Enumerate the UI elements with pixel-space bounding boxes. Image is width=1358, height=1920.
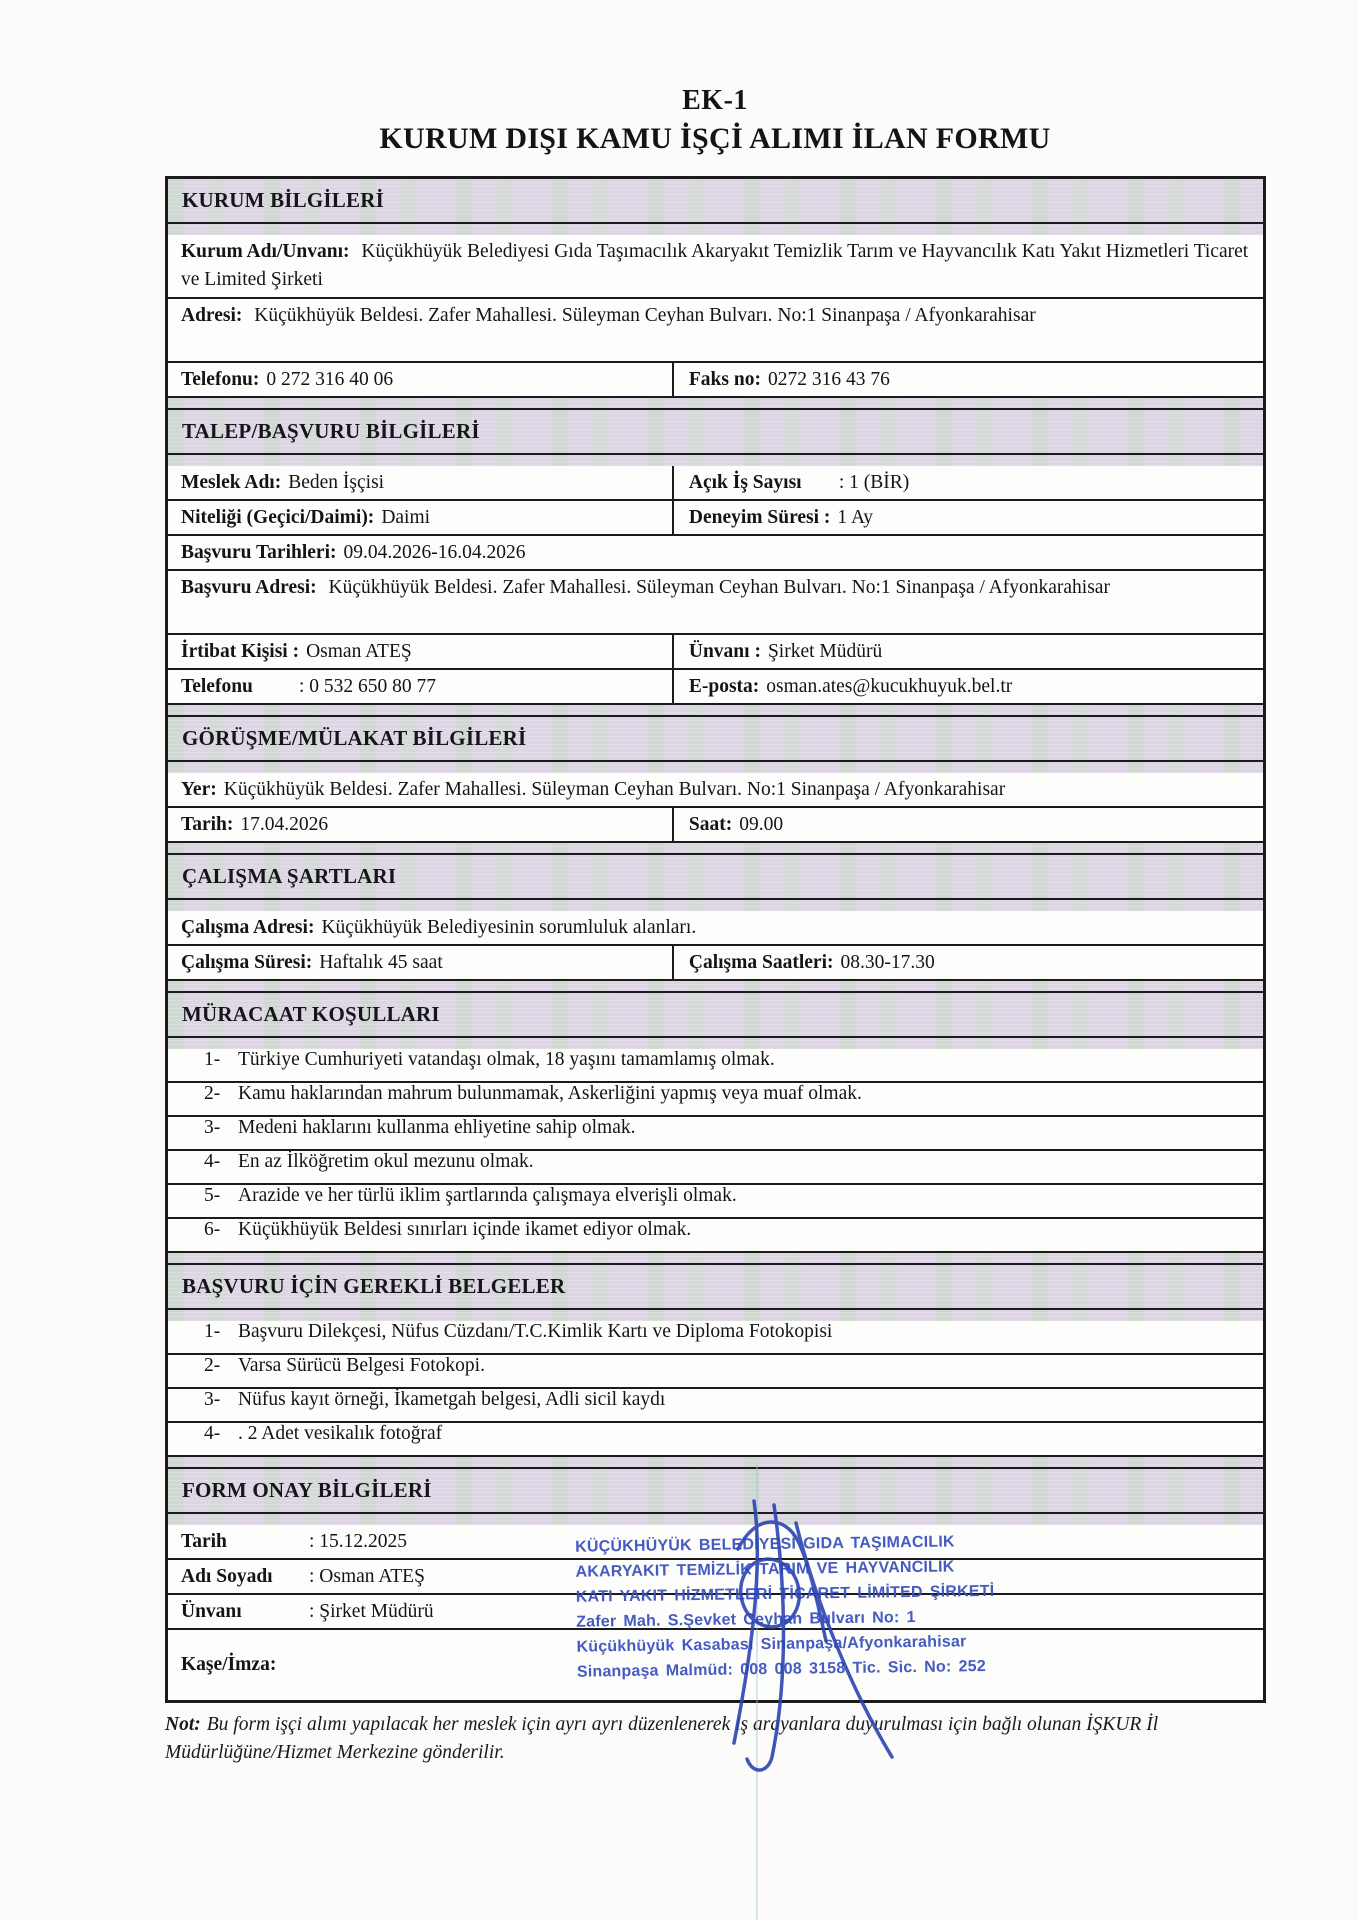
calisma-saatleri-label: Çalışma Saatleri: bbox=[688, 951, 834, 973]
row-telefon-eposta bbox=[168, 670, 1263, 705]
telefon-label: Telefonu: bbox=[181, 368, 260, 390]
row-onay-tarih bbox=[168, 1525, 1263, 1560]
form-title-block bbox=[160, 0, 1270, 160]
row-basvuru-adresi bbox=[168, 571, 1263, 635]
item-text: Türkiye Cumhuriyeti vatandaşı olmak, 18 yaşını tamamlamış olmak. bbox=[238, 1049, 775, 1070]
footer-note bbox=[165, 1711, 1260, 1767]
onay-unvan-value: : Şirket Müdürü bbox=[309, 1600, 434, 1622]
row-irtibat-unvan bbox=[168, 635, 1263, 670]
faks-value: 0272 316 43 76 bbox=[767, 368, 890, 390]
calisma-suresi-value: Haftalık 45 saat bbox=[319, 951, 443, 973]
item-text: Kamu haklarından mahrum bulunmamak, Askerliğini yapmış veya muaf olmak. bbox=[238, 1083, 862, 1104]
basvuru-tarihleri-label: Başvuru Tarihleri: bbox=[181, 541, 337, 563]
kase-imza-label: Kaşe/İmza: bbox=[181, 1654, 277, 1675]
adres-value: Küçükhüyük Beldesi. Zafer Mahallesi. Süleyman Ceyhan Bulvarı. No:1 Sinanpaşa / Afyonkarahisar bbox=[254, 305, 1036, 326]
stamp-line: Küçükhüyük Kasabası Sinanpaşa/Afyonkarahisar bbox=[576, 1633, 967, 1656]
section-header-muracaat-kosullari bbox=[168, 981, 1263, 1049]
unvan-value: Şirket Müdürü bbox=[767, 640, 883, 662]
row-kurum-adi bbox=[168, 235, 1263, 299]
section-header-talep-basvuru bbox=[168, 398, 1263, 466]
belge-item-2 bbox=[168, 1355, 1263, 1389]
item-text: Arazide ve her türlü iklim şartlarında çalışmaya elverişli olmak. bbox=[238, 1185, 737, 1206]
note-text: Bu form işçi alımı yapılacak her meslek için ayrı ayrı düzenlenerek iş arayanlara duyurulması için bağlı olunan İŞKUR İl Müdürlüğüne/Hizmet Merkezine gönderilir. bbox=[165, 1714, 1159, 1763]
row-meslek-acikis bbox=[168, 466, 1263, 501]
onay-tarih-value: : 15.12.2025 bbox=[309, 1530, 408, 1552]
acik-is-value: : 1 (BİR) bbox=[838, 471, 910, 493]
scanner-artifact-line bbox=[756, 1463, 758, 1920]
item-text: Nüfus kayıt örneği, İkametgah belgesi, Adli sicil kaydı bbox=[238, 1389, 666, 1410]
onay-unvan-label: Ünvanı bbox=[181, 1600, 242, 1622]
section-title: TALEP/BAŞVURU BİLGİLERİ bbox=[182, 419, 480, 443]
muracaat-item-1 bbox=[168, 1049, 1263, 1083]
calisma-saatleri-value: 08.30-17.30 bbox=[840, 951, 935, 973]
item-number: 3- bbox=[204, 1117, 221, 1138]
muracaat-item-4 bbox=[168, 1151, 1263, 1185]
section-title: GÖRÜŞME/MÜLAKAT BİLGİLERİ bbox=[182, 726, 527, 750]
form-table bbox=[165, 176, 1266, 1703]
item-number: 2- bbox=[204, 1083, 221, 1104]
kurum-adi-label: Kurum Adı/Unvanı: bbox=[181, 241, 350, 262]
row-yer bbox=[168, 773, 1263, 808]
row-calisma-suresi-saatleri bbox=[168, 946, 1263, 981]
kurum-adi-value: Küçükhüyük Belediyesi Gıda Taşımacılık Akaryakıt Temizlik Tarım ve Hayvancılık Katı Yakıt Hizmetleri Ticaret ve Limited Şirketi bbox=[181, 241, 1249, 290]
row-basvuru-tarihleri bbox=[168, 536, 1263, 571]
yer-label: Yer: bbox=[181, 778, 217, 800]
section-header-calisma-sartlari bbox=[168, 843, 1263, 911]
telefon2-label: Telefonu bbox=[181, 675, 253, 697]
item-number: 2- bbox=[204, 1355, 221, 1376]
acik-is-label: Açık İş Sayısı bbox=[688, 471, 802, 493]
deneyim-label: Deneyim Süresi : bbox=[688, 506, 831, 528]
item-text: Küçükhüyük Beldesi sınırları içinde ikamet ediyor olmak. bbox=[238, 1219, 692, 1240]
section-header-gorusme-mulakat bbox=[168, 705, 1263, 773]
form-ek-label: EK-1 bbox=[682, 85, 748, 116]
item-number: 6- bbox=[204, 1219, 221, 1240]
row-tarih-saat bbox=[168, 808, 1263, 843]
basvuru-adresi-value: Küçükhüyük Beldesi. Zafer Mahallesi. Süleyman Ceyhan Bulvarı. No:1 Sinanpaşa / Afyonkarahisar bbox=[328, 577, 1110, 598]
onay-tarih-label: Tarih bbox=[181, 1530, 227, 1552]
row-calisma-adresi bbox=[168, 911, 1263, 946]
onay-adsoyad-value: : Osman ATEŞ bbox=[309, 1565, 425, 1587]
row-telefon-faks bbox=[168, 363, 1263, 398]
belge-item-4 bbox=[168, 1423, 1263, 1457]
saat-label: Saat: bbox=[688, 813, 733, 835]
muracaat-item-6 bbox=[168, 1219, 1263, 1253]
section-header-kurum-bilgileri bbox=[168, 179, 1263, 235]
stamp-line: KATI YAKIT HİZMETLERİ TİCARET LİMİTED ŞİRKETİ bbox=[575, 1582, 995, 1606]
calisma-adresi-label: Çalışma Adresi: bbox=[181, 916, 315, 938]
item-text: Medeni haklarını kullanma ehliyetine sahip olmak. bbox=[238, 1117, 636, 1138]
telefon-value: 0 272 316 40 06 bbox=[266, 368, 394, 390]
muracaat-item-2 bbox=[168, 1083, 1263, 1117]
muracaat-item-3 bbox=[168, 1117, 1263, 1151]
row-adres bbox=[168, 299, 1263, 363]
nitelik-label: Niteliği (Geçici/Daimi): bbox=[181, 506, 375, 528]
yer-value: Küçükhüyük Beldesi. Zafer Mahallesi. Süleyman Ceyhan Bulvarı. No:1 Sinanpaşa / Afyonkarahisar bbox=[223, 778, 1006, 800]
item-text: Varsa Sürücü Belgesi Fotokopi. bbox=[238, 1355, 485, 1376]
stamp-line: Sinanpaşa Malmüd: 008 008 3158 Tic. Sic. No: 252 bbox=[576, 1657, 987, 1681]
row-onay-adsoyad bbox=[168, 1560, 1263, 1595]
onay-adsoyad-label: Adı Soyadı bbox=[181, 1565, 273, 1587]
row-nitelik-deneyim bbox=[168, 501, 1263, 536]
item-number: 3- bbox=[204, 1389, 221, 1410]
row-kase-imza bbox=[168, 1630, 1263, 1700]
calisma-adresi-value: Küçükhüyük Belediyesinin sorumluluk alanları. bbox=[321, 916, 697, 938]
unvan-label: Ünvanı : bbox=[688, 640, 761, 662]
tarih-label: Tarih: bbox=[181, 813, 234, 835]
page-title: KURUM DIŞI KAMU İŞÇİ ALIMI İLAN FORMU bbox=[379, 122, 1051, 155]
section-title: FORM ONAY BİLGİLERİ bbox=[182, 1478, 432, 1502]
item-number: 1- bbox=[204, 1321, 221, 1342]
item-text: Başvuru Dilekçesi, Nüfus Cüzdanı/T.C.Kimlik Kartı ve Diploma Fotokopisi bbox=[238, 1321, 833, 1342]
stamp-line: KÜÇÜKHÜYÜK BELEDİYESİ GIDA TAŞIMACILIK bbox=[575, 1533, 955, 1556]
basvuru-tarihleri-value: 09.04.2026-16.04.2026 bbox=[343, 541, 526, 563]
item-text: . 2 Adet vesikalık fotoğraf bbox=[238, 1423, 443, 1444]
item-number: 1- bbox=[204, 1049, 221, 1070]
deneyim-value: 1 Ay bbox=[837, 506, 874, 528]
item-text: En az İlköğretim okul mezunu olmak. bbox=[238, 1151, 534, 1172]
item-number: 4- bbox=[204, 1151, 221, 1172]
eposta-label: E-posta: bbox=[688, 675, 760, 697]
meslek-label: Meslek Adı: bbox=[181, 471, 282, 493]
muracaat-item-5 bbox=[168, 1185, 1263, 1219]
section-header-gerekli-belgeler bbox=[168, 1253, 1263, 1321]
telefon2-value: : 0 532 650 80 77 bbox=[299, 675, 437, 697]
section-header-form-onay bbox=[168, 1457, 1263, 1525]
belge-item-1 bbox=[168, 1321, 1263, 1355]
stamp-line: AKARYAKIT TEMİZLİK TARIM VE HAYVANCILIK bbox=[575, 1558, 955, 1581]
note-label: Not: bbox=[165, 1714, 201, 1735]
saat-value: 09.00 bbox=[739, 813, 784, 835]
row-onay-unvan bbox=[168, 1595, 1263, 1630]
nitelik-value: Daimi bbox=[381, 506, 431, 528]
section-title: BAŞVURU İÇİN GEREKLİ BELGELER bbox=[182, 1274, 566, 1298]
item-number: 5- bbox=[204, 1185, 221, 1206]
tarih-value: 17.04.2026 bbox=[240, 813, 329, 835]
item-number: 4- bbox=[204, 1423, 221, 1444]
irtibat-label: İrtibat Kişisi : bbox=[181, 640, 300, 662]
meslek-value: Beden İşçisi bbox=[288, 471, 385, 493]
calisma-suresi-label: Çalışma Süresi: bbox=[181, 951, 313, 973]
adres-label: Adresi: bbox=[181, 305, 243, 326]
irtibat-value: Osman ATEŞ bbox=[306, 640, 412, 662]
section-title: MÜRACAAT KOŞULLARI bbox=[182, 1002, 440, 1026]
section-title: ÇALIŞMA ŞARTLARI bbox=[182, 864, 397, 888]
form-onay-rows bbox=[168, 1525, 1263, 1700]
faks-label: Faks no: bbox=[688, 368, 761, 390]
belge-item-3 bbox=[168, 1389, 1263, 1423]
section-title: KURUM BİLGİLERİ bbox=[182, 188, 384, 212]
basvuru-adresi-label: Başvuru Adresi: bbox=[181, 577, 317, 598]
stamp-line: Zafer Mah. S.Şevket Ceyhan Bulvarı No: 1 bbox=[576, 1608, 916, 1631]
eposta-value: osman.ates@kucukhuyuk.bel.tr bbox=[766, 675, 1013, 697]
